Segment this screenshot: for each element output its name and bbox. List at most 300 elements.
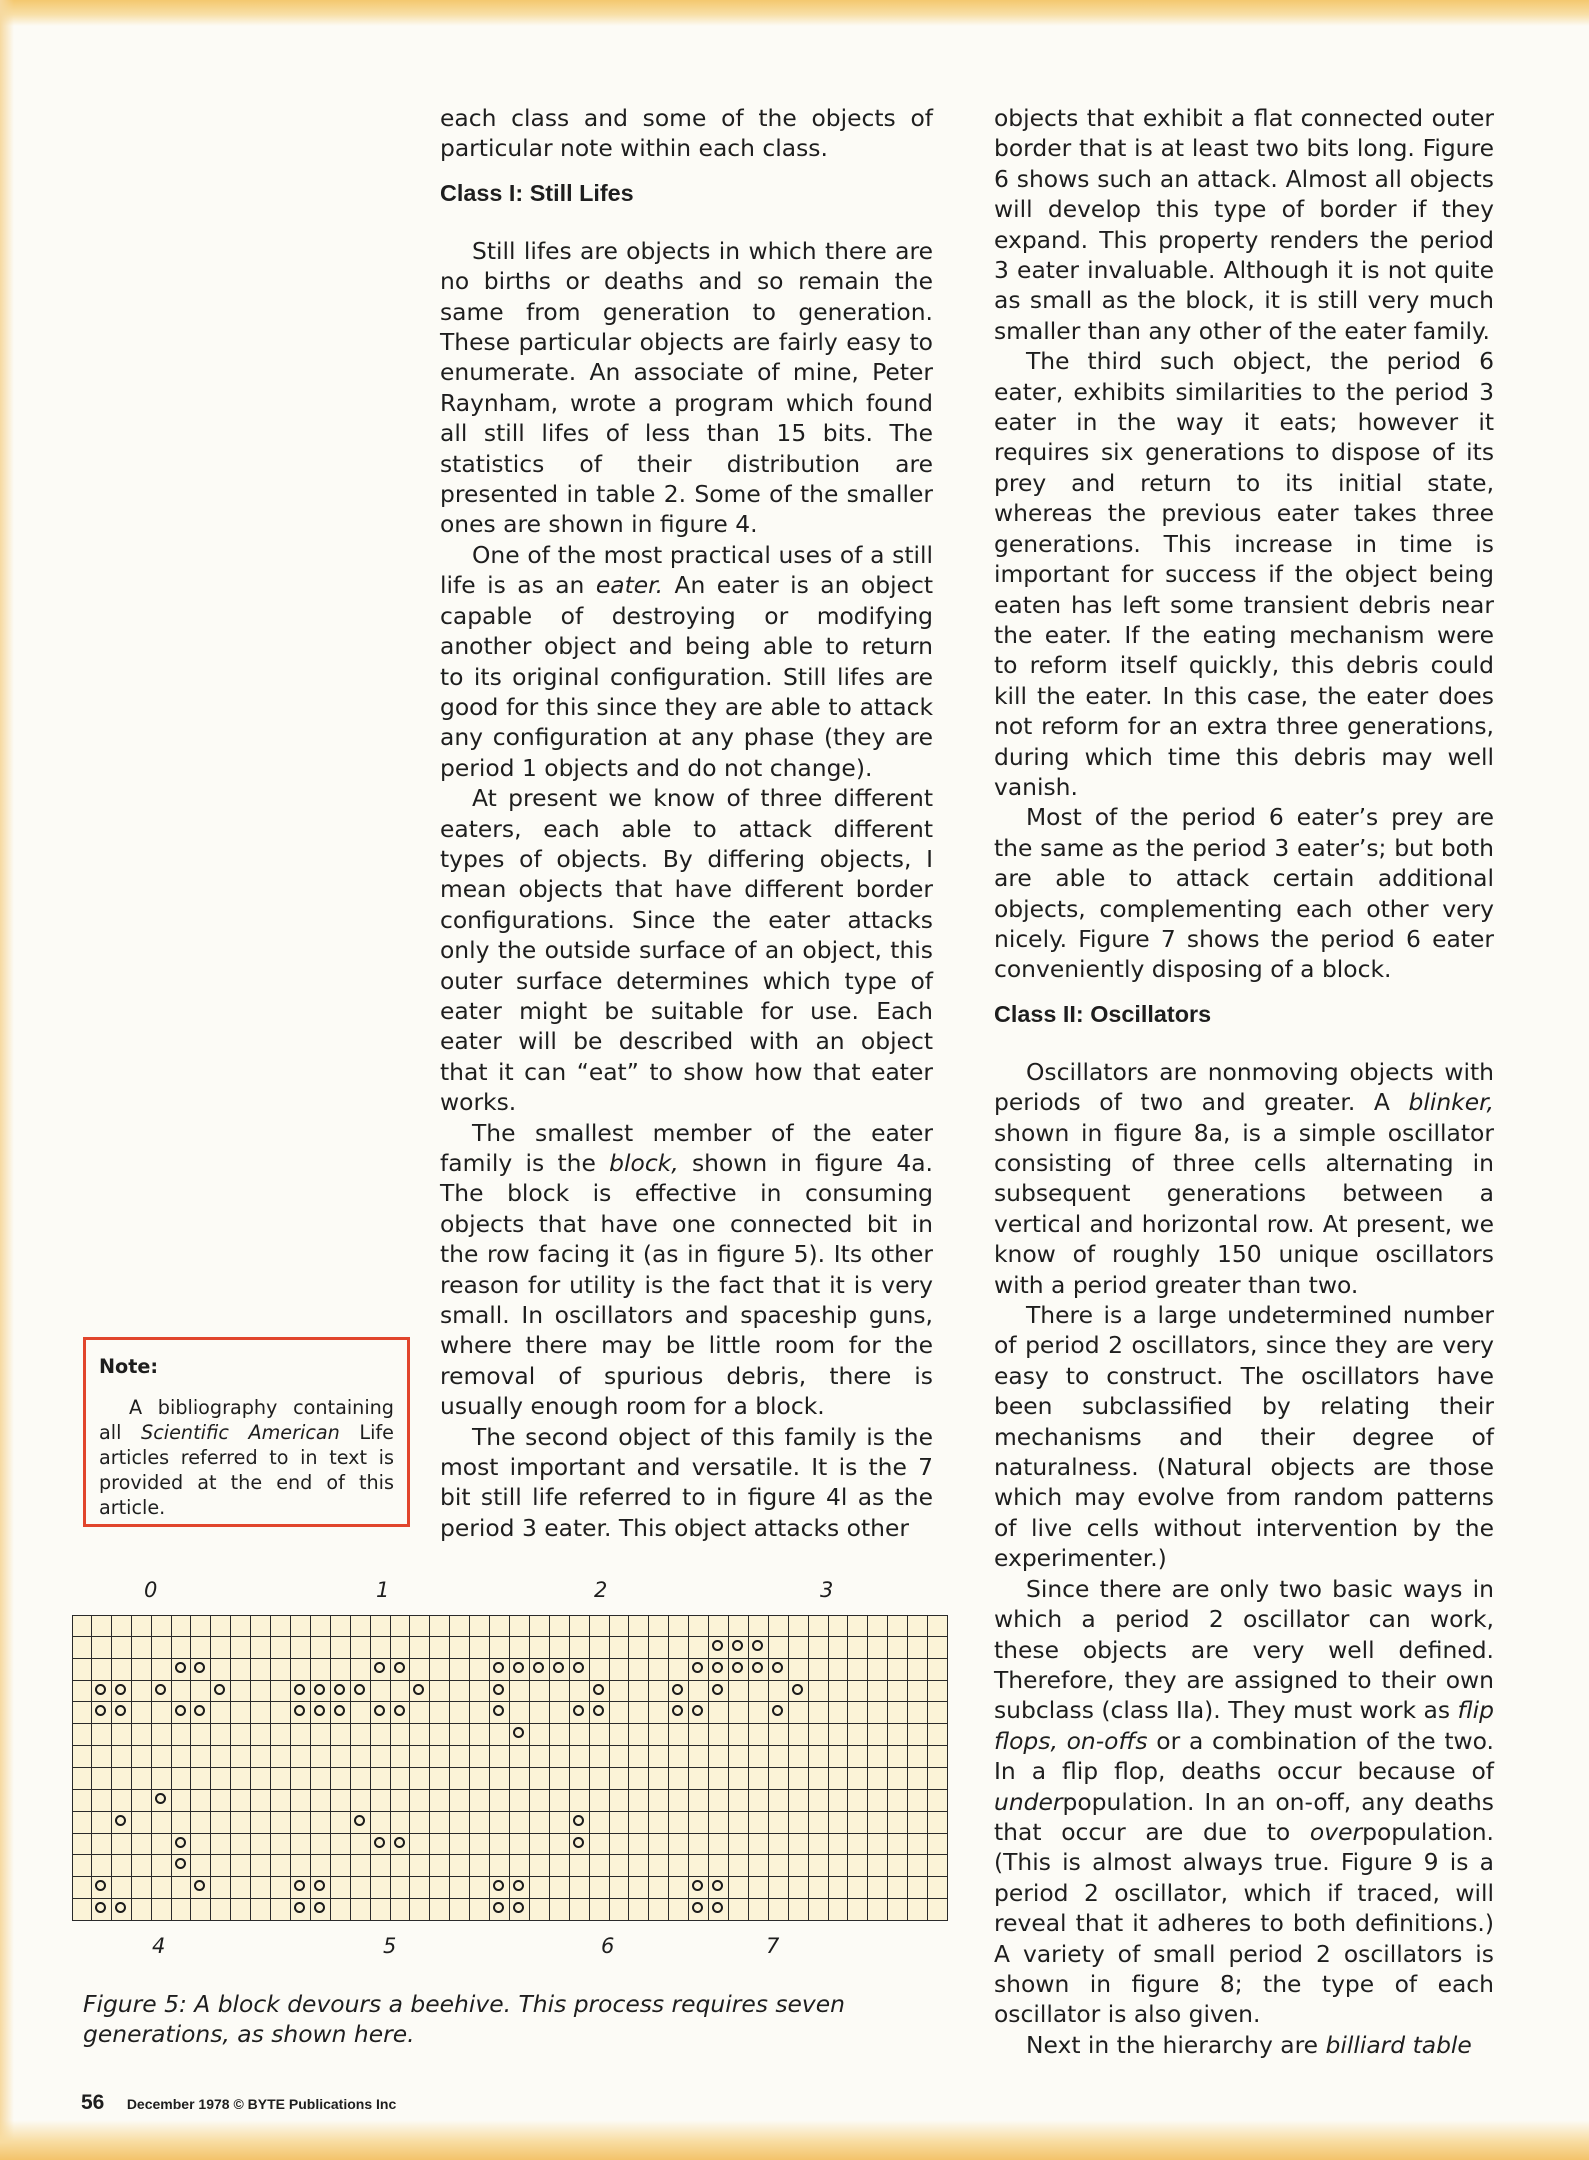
grid-cell [809,1768,829,1790]
grid-cell [112,1615,132,1637]
grid-cell [510,1768,530,1790]
grid-cell [868,1899,888,1921]
grid-cell [610,1899,630,1921]
grid-cell [829,1702,849,1724]
grid-cell [888,1877,908,1899]
grid-cell [251,1877,271,1899]
grid-cell [550,1724,570,1746]
note-box [83,1337,410,1527]
grid-cell [470,1615,490,1637]
live-cell [391,1659,411,1681]
grid-cell [550,1637,570,1659]
grid-cell [769,1746,789,1768]
grid-cell [251,1746,271,1768]
grid-cell [610,1834,630,1856]
grid-cell [590,1724,610,1746]
grid-cell [610,1702,630,1724]
grid-cell [152,1812,172,1834]
grid-cell [430,1899,450,1921]
grid-cell [410,1812,430,1834]
grid-cell [530,1812,550,1834]
grid-cell [669,1768,689,1790]
grid-cell [410,1855,430,1877]
grid-cell [470,1790,490,1812]
grid-cell [809,1746,829,1768]
grid-cell [829,1768,849,1790]
grid-cell [450,1637,470,1659]
grid-cell [112,1659,132,1681]
grid-cell [410,1790,430,1812]
grid-cell [331,1834,351,1856]
grid-cell [132,1790,152,1812]
grid-cell [610,1615,630,1637]
grid-cell [789,1812,809,1834]
live-cell [291,1702,311,1724]
grid-cell [470,1834,490,1856]
grid-cell [231,1659,251,1681]
live-cell [311,1899,331,1921]
grid-cell [868,1659,888,1681]
grid-cell [789,1834,809,1856]
grid-cell [450,1659,470,1681]
grid-cell [132,1768,152,1790]
paragraph: objects that exhibit a flat connected outer border that is at least two bits long. Figure 6 shows such an attack. Almost all objects will develop this type of border if they expand. This property renders the period 3 eater invaluable. Although it is not quite as small as the block, it is still very much smaller than any other of the eater family. [994,104,1494,345]
grid-cell [231,1790,251,1812]
grid-cell [191,1637,211,1659]
live-cell [570,1659,590,1681]
grid-cell [271,1790,291,1812]
grid-cell [749,1615,769,1637]
grid-cell [351,1899,371,1921]
grid-cell [908,1790,928,1812]
grid-cell [689,1834,709,1856]
grid-cell [709,1746,729,1768]
grid-cell [550,1812,570,1834]
generation-label-1: 1 [376,1578,390,1602]
live-cell [769,1659,789,1681]
grid-cell [410,1746,430,1768]
grid-cell [231,1681,251,1703]
grid-cell [669,1746,689,1768]
grid-cell [689,1724,709,1746]
grid-cell [550,1615,570,1637]
grid-cell [191,1746,211,1768]
grid-cell [291,1724,311,1746]
grid-cell [172,1615,192,1637]
live-cell [709,1681,729,1703]
grid-cell [729,1615,749,1637]
grid-cell [450,1724,470,1746]
live-cell [311,1877,331,1899]
grid-cell [848,1790,868,1812]
grid-cell [789,1724,809,1746]
intro-paragraph: each class and some of the objects of particular note within each class. [440,104,933,163]
live-cell [490,1702,510,1724]
grid-cell [709,1812,729,1834]
grid-cell [351,1746,371,1768]
grid-cell [689,1768,709,1790]
grid-cell [928,1790,948,1812]
grid-cell [789,1702,809,1724]
grid-cell [789,1790,809,1812]
grid-cell [152,1659,172,1681]
grid-cell [868,1877,888,1899]
grid-cell [928,1615,948,1637]
grid-cell [729,1681,749,1703]
grid-cell [908,1855,928,1877]
section-heading-still-lifes: Class I: Still Lifes [440,179,634,206]
live-cell [112,1899,132,1921]
grid-cell [271,1768,291,1790]
grid-cell [629,1746,649,1768]
grid-cell [888,1637,908,1659]
grid-cell [410,1899,430,1921]
grid-cell [132,1899,152,1921]
grid-cell [92,1615,112,1637]
grid-cell [92,1746,112,1768]
grid-cell [848,1899,868,1921]
grid-cell [829,1659,849,1681]
live-cell [331,1681,351,1703]
paragraph: One of the most practical uses of a still life is as an eater. An eater is an object capable of destroying or modifying another object and being able to return to its original configuration. Still lifes are good for this since they are able to attack any configuration at any phase (they are period 1 objects and do not change). [440,540,934,782]
grid-cell [550,1681,570,1703]
grid-cell [868,1768,888,1790]
grid-cell [848,1855,868,1877]
grid-cell [211,1855,231,1877]
grid-cell [510,1702,530,1724]
grid-cell [769,1834,789,1856]
live-cell [291,1681,311,1703]
grid-cell [610,1790,630,1812]
grid-cell [391,1768,411,1790]
grid-cell [490,1724,510,1746]
grid-cell [848,1615,868,1637]
grid-cell [251,1615,271,1637]
grid-cell [769,1899,789,1921]
grid-cell [231,1746,251,1768]
grid-cell [848,1724,868,1746]
grid-cell [689,1681,709,1703]
live-cell [709,1637,729,1659]
grid-cell [112,1724,132,1746]
grid-cell [610,1877,630,1899]
grid-cell [152,1615,172,1637]
grid-cell [112,1768,132,1790]
live-cell [590,1681,610,1703]
grid-cell [629,1855,649,1877]
generation-label-4: 4 [152,1934,166,1958]
grid-cell [769,1615,789,1637]
grid-cell [271,1812,291,1834]
grid-cell [590,1637,610,1659]
grid-cell [829,1877,849,1899]
live-cell [371,1834,391,1856]
grid-cell [888,1812,908,1834]
live-cell [92,1702,112,1724]
grid-cell [490,1834,510,1856]
grid-cell [829,1790,849,1812]
grid-cell [271,1681,291,1703]
live-cell [709,1877,729,1899]
grid-cell [789,1899,809,1921]
grid-cell [410,1615,430,1637]
grid-cell [72,1768,92,1790]
grid-cell [211,1834,231,1856]
grid-cell [430,1702,450,1724]
grid-cell [530,1834,550,1856]
grid-cell [72,1702,92,1724]
grid-cell [291,1746,311,1768]
grid-cell [311,1724,331,1746]
grid-cell [191,1681,211,1703]
grid-cell [92,1834,112,1856]
grid-cell [888,1790,908,1812]
grid-cell [430,1812,450,1834]
grid-cell [709,1790,729,1812]
live-cell [510,1724,530,1746]
grid-cell [610,1724,630,1746]
generation-label-5: 5 [383,1934,397,1958]
grid-cell [649,1681,669,1703]
grid-cell [629,1615,649,1637]
live-cell [351,1812,371,1834]
grid-cell [291,1790,311,1812]
note-body: A bibliography containing all Scientific American Life articles referred to in text is provided at the end of this article. [99,1396,394,1519]
grid-cell [629,1899,649,1921]
grid-cell [112,1855,132,1877]
grid-cell [530,1724,550,1746]
grid-cell [470,1768,490,1790]
grid-cell [510,1637,530,1659]
live-cell [351,1681,371,1703]
live-cell [211,1681,231,1703]
grid-cell [908,1812,928,1834]
grid-cell [888,1855,908,1877]
grid-cell [371,1724,391,1746]
grid-cell [152,1702,172,1724]
grid-cell [550,1790,570,1812]
grid-cell [809,1812,829,1834]
live-cell [729,1637,749,1659]
grid-cell [351,1659,371,1681]
grid-cell [291,1637,311,1659]
grid-cell [829,1899,849,1921]
grid-cell [490,1790,510,1812]
grid-cell [191,1834,211,1856]
grid-cell [211,1768,231,1790]
grid-cell [470,1659,490,1681]
grid-cell [888,1768,908,1790]
grid-cell [152,1855,172,1877]
grid-cell [829,1834,849,1856]
grid-cell [450,1790,470,1812]
grid-cell [530,1637,550,1659]
grid-cell [251,1834,271,1856]
grid-cell [649,1637,669,1659]
grid-cell [908,1746,928,1768]
grid-cell [72,1855,92,1877]
grid-cell [211,1637,231,1659]
grid-cell [172,1877,192,1899]
grid-cell [629,1724,649,1746]
live-cell [749,1659,769,1681]
grid-cell [430,1615,450,1637]
grid-cell [112,1746,132,1768]
grid-cell [211,1746,231,1768]
grid-cell [649,1877,669,1899]
grid-cell [570,1855,590,1877]
grid-cell [410,1637,430,1659]
live-cell [92,1877,112,1899]
grid-cell [271,1724,291,1746]
grid-cell [769,1724,789,1746]
grid-cell [251,1790,271,1812]
live-cell [550,1659,570,1681]
grid-cell [928,1855,948,1877]
grid-cell [649,1855,669,1877]
grid-cell [649,1702,669,1724]
grid-cell [848,1812,868,1834]
grid-cell [490,1768,510,1790]
grid-cell [848,1637,868,1659]
grid-cell [629,1768,649,1790]
grid-cell [271,1615,291,1637]
live-cell [311,1681,331,1703]
grid-cell [570,1899,590,1921]
grid-cell [928,1899,948,1921]
grid-cell [331,1637,351,1659]
grid-cell [271,1877,291,1899]
live-cell [311,1702,331,1724]
grid-cell [749,1834,769,1856]
grid-cell [928,1877,948,1899]
paragraph: The third such object, the period 6 eater, exhibits similarities to the period 3 eater in the way it eats; however it requires six generations to dispose of its prey and return to its initial state, whereas the previous eater takes three generations. This increase in time is important for success if the object being eaten has left some transient debris near the eater. If the eating mechanism were to reform itself quickly, this debris could kill the eater. In this case, the eater does not reform for an extra three generations, during which time this debris may well vanish. [994,347,1494,801]
grid-cell [610,1681,630,1703]
grid-cell [809,1877,829,1899]
grid-cell [191,1768,211,1790]
grid-cell [530,1899,550,1921]
grid-cell [470,1899,490,1921]
grid-cell [829,1615,849,1637]
grid-cell [928,1768,948,1790]
grid-cell [251,1768,271,1790]
grid-cell [570,1615,590,1637]
grid-cell [629,1637,649,1659]
grid-cell [928,1637,948,1659]
grid-cell [868,1681,888,1703]
grid-cell [749,1899,769,1921]
grid-cell [351,1877,371,1899]
grid-cell [251,1702,271,1724]
grid-cell [311,1855,331,1877]
grid-cell [371,1681,391,1703]
grid-cell [908,1877,928,1899]
grid-cell [510,1681,530,1703]
grid-cell [251,1855,271,1877]
live-cell [331,1702,351,1724]
grid-cell [908,1681,928,1703]
publication-info: December 1978 © BYTE Publications Inc [126,2096,397,2112]
grid-cell [450,1768,470,1790]
grid-cell [251,1899,271,1921]
grid-cell [570,1681,590,1703]
grid-cell [809,1681,829,1703]
grid-cell [112,1637,132,1659]
grid-cell [172,1724,192,1746]
grid-cell [590,1790,610,1812]
grid-cell [152,1746,172,1768]
grid-cell [430,1790,450,1812]
grid-cell [311,1768,331,1790]
grid-cell [72,1724,92,1746]
paragraph: Still lifes are objects in which there are no births or deaths and so remain the same from generation to generation. These particular objects are fairly easy to enumerate. An associate of mine, Peter Raynham, wrote a program which found all still lifes of less than 15 bits. The statistics of their distribution are presented in table 2. Some of the smaller ones are shown in figure 4. [440,236,933,539]
grid-cell [610,1768,630,1790]
grid-cell [829,1746,849,1768]
grid-cell [371,1790,391,1812]
grid-cell [112,1790,132,1812]
grid-cell [550,1855,570,1877]
grid-cell [769,1790,789,1812]
grid-cell [211,1659,231,1681]
grid-cell [231,1637,251,1659]
grid-cell [848,1877,868,1899]
grid-cell [470,1702,490,1724]
grid-cell [211,1790,231,1812]
grid-cell [470,1855,490,1877]
grid-cell [152,1834,172,1856]
grid-cell [928,1834,948,1856]
grid-cell [490,1637,510,1659]
grid-cell [351,1702,371,1724]
grid-cell [848,1834,868,1856]
grid-cell [809,1899,829,1921]
grid-cell [649,1724,669,1746]
grid-cell [709,1615,729,1637]
live-cell [172,1834,192,1856]
grid-cell [172,1899,192,1921]
grid-cell [908,1834,928,1856]
grid-cell [868,1702,888,1724]
grid-cell [809,1790,829,1812]
paragraph: The second object of this family is the most important and versatile. It is the 7 bit still life referred to in figure 4l as the period 3 eater. This object attacks other [440,1422,933,1542]
grid-cell [72,1659,92,1681]
grid-cell [729,1768,749,1790]
grid-cell [410,1877,430,1899]
live-cell [172,1659,192,1681]
grid-cell [629,1681,649,1703]
grid-cell [470,1877,490,1899]
grid-cell [72,1899,92,1921]
grid-cell [868,1855,888,1877]
live-cell [490,1877,510,1899]
live-cell [191,1877,211,1899]
grid-cell [510,1834,530,1856]
grid-cell [430,1724,450,1746]
grid-cell [769,1768,789,1790]
grid-cell [291,1834,311,1856]
grid-cell [729,1899,749,1921]
grid-cell [550,1702,570,1724]
grid-cell [172,1768,192,1790]
live-cell [112,1702,132,1724]
grid-cell [450,1812,470,1834]
live-cell [371,1702,391,1724]
grid-cell [430,1659,450,1681]
generation-label-0: 0 [144,1578,158,1602]
grid-cell [172,1812,192,1834]
grid-cell [371,1899,391,1921]
live-cell [92,1899,112,1921]
